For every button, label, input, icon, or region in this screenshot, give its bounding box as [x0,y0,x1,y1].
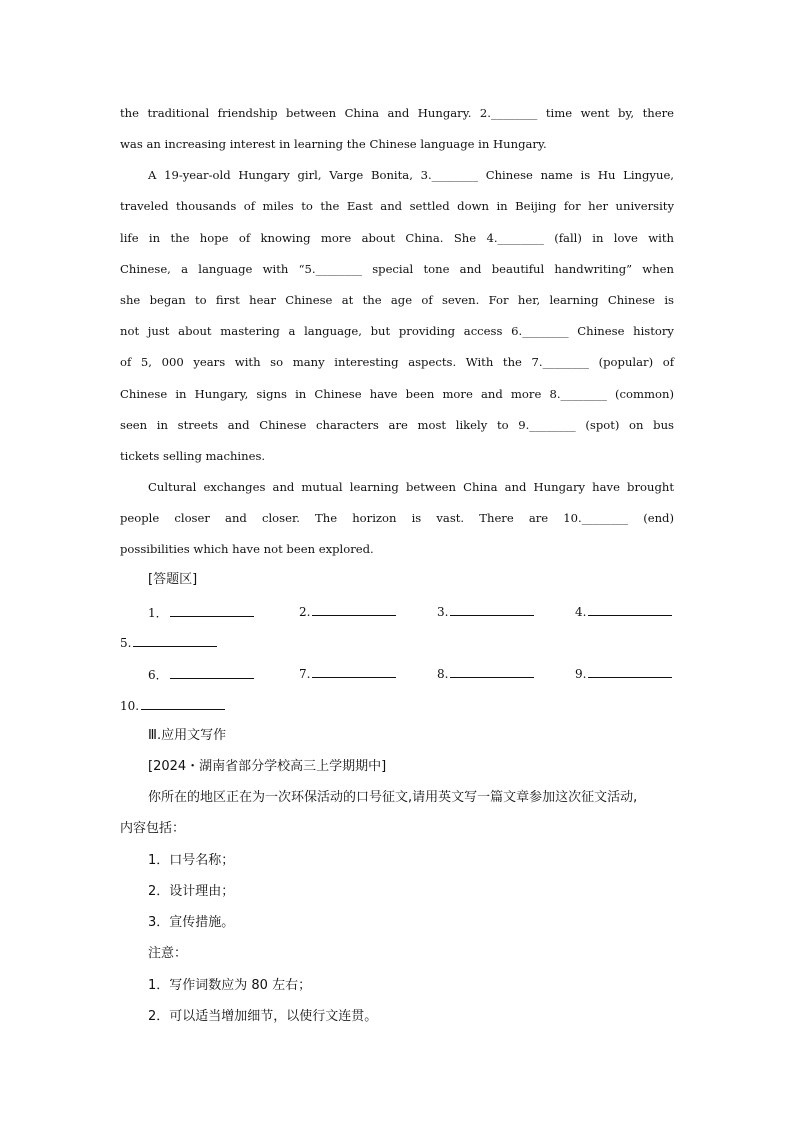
passage-line: life in the hope of knowing more about China. She 4.________ (fall) in love with [120,231,674,245]
answer-slot [437,604,534,619]
answer-label: 3. [437,605,449,619]
answer-label: 5. [120,636,132,650]
answer-blank[interactable] [312,666,396,678]
answer-label: 2. [299,605,311,619]
passage-line: A 19-year-old Hungary girl, Varge Bonita, 3.________ Chinese name is Hu Lingyue, [148,168,674,182]
content-item: 3．宣传措施。 [148,915,235,930]
answer-blank[interactable] [450,604,534,616]
answer-blank[interactable] [170,667,254,679]
passage-line: seen in streets and Chinese characters are most likely to 9.________ (spot) on bus [120,418,674,432]
answer-blank[interactable] [170,605,254,617]
notes-title: 注意： [148,946,188,961]
note-item: 2．可以适当增加细节，以使行文连贯。 [148,1009,378,1024]
answer-blank[interactable] [450,666,534,678]
answer-area-title: [答题区] [148,572,198,587]
answer-slot [148,666,254,683]
passage-line: was an increasing interest in learning the Chinese language in Hungary. [120,137,547,151]
passage-line: Cultural exchanges and mutual learning between China and Hungary have brought [148,480,674,494]
answer-label: 6． [148,668,168,682]
passage-line: not just about mastering a language, but providing access 6.________ Chinese history [120,324,674,338]
answer-slot [148,604,254,621]
answer-slot [299,666,396,681]
section-title: Ⅲ.应用文写作 [148,728,227,743]
answer-slot [575,604,672,619]
answer-label: 10. [120,699,140,713]
passage-line: people closer and closer. The horizon is vast. There are 10.________ (end) [120,511,674,525]
answer-label: 4. [575,605,587,619]
answer-slot [299,604,396,619]
answer-blank[interactable] [588,604,672,616]
answer-label: 9. [575,667,587,681]
passage-line: Chinese in Hungary, signs in Chinese have been more and more 8.________ (common) [120,387,674,401]
question-source: [2024・湖南省部分学校高三上学期期中] [148,759,387,774]
answer-blank[interactable] [141,698,225,710]
content-item: 2．设计理由； [148,884,235,899]
answer-slot [575,666,672,681]
answer-slot [120,698,225,713]
answer-label: 8. [437,667,449,681]
passage-line: the traditional friendship between China and Hungary. 2.________ time went by, there [120,106,674,120]
content-item: 1．口号名称； [148,853,235,868]
passage-line: possibilities which have not been explored. [120,542,374,556]
answer-label: 7. [299,667,311,681]
passage-line: she began to first hear Chinese at the age of seven. For her, learning Chinese is [120,293,674,307]
answer-blank[interactable] [588,666,672,678]
passage-line: Chinese, a language with “5.________ special tone and beautiful handwriting” when [120,262,674,276]
passage-line: of 5, 000 years with so many interesting aspects. With the 7.________ (popular) of [120,355,674,369]
answer-blank[interactable] [133,635,217,647]
note-item: 1．写作词数应为 80 左右； [148,978,312,993]
passage-line: tickets selling machines. [120,449,266,463]
answer-label: 1． [148,606,168,620]
writing-prompt: 内容包括： [120,821,186,836]
passage-line: traveled thousands of miles to the East and settled down in Beijing for her university [120,199,674,213]
answer-slot [120,635,217,650]
answer-blank[interactable] [312,604,396,616]
answer-slot [437,666,534,681]
writing-prompt: 你所在的地区正在为一次环保活动的口号征文,请用英文写一篇文章参加这次征文活动, [148,790,638,805]
